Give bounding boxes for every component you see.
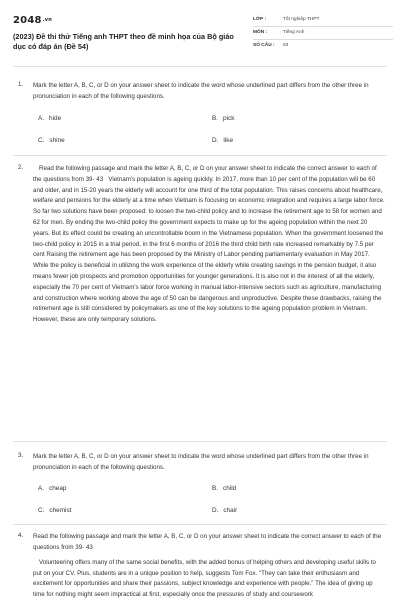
question-number: 3. <box>18 452 24 459</box>
option-letter: A. <box>38 485 45 492</box>
site-logo[interactable] <box>13 15 52 26</box>
document-meta <box>253 14 393 53</box>
option-d[interactable] <box>212 507 237 514</box>
meta-row-count <box>253 40 393 53</box>
meta-row-subject <box>253 27 393 40</box>
option-letter: B. <box>212 115 219 122</box>
option-b[interactable] <box>212 485 236 492</box>
question-text: Mark the letter A, B, C, or D on your answer sheet to indicate the word whose underlined part differs from the other three in pronunciation in each of the following questions. <box>33 453 369 471</box>
meta-value: Tiếng Anh <box>283 30 305 35</box>
document-title: (2023) Đề thi thử Tiếng anh THPT theo đề minh họa của Bộ giáo dục có đáp án (Đề 54) <box>13 32 234 51</box>
reading-passage: Volunteering offers many of the same social benefits, with the added bonus of helping others and developing useful skills to put on your CV. Plus, students are in a unique position to help, suggests Tom Fox. "They can take their enthusiasm and excitement for opportunities and share their passions, subject knowledge and experience with people." The idea of giving up time for nothing might seem impractical at first, especially once the pressures of study and coursework <box>33 559 376 598</box>
option-letter: D. <box>212 137 219 144</box>
option-text: chemist <box>49 507 72 514</box>
option-letter: A. <box>38 115 45 122</box>
meta-value: 53 <box>283 43 289 48</box>
option-letter: C. <box>38 137 45 144</box>
logo-text: 2048 <box>13 15 42 26</box>
question-instruction: Read the following passage and mark the letter A, B, C, or D on your answer sheet to indicate the correct answer to each of the questions from 39- 43 <box>33 165 377 183</box>
option-text: pick <box>223 115 235 122</box>
question-text <box>33 164 385 326</box>
meta-label: MÔN : <box>253 30 268 35</box>
option-text: hide <box>49 115 62 122</box>
option-text: like <box>223 137 233 144</box>
option-d[interactable] <box>212 137 233 144</box>
reading-passage: Vietnam's population is ageing quickly. In 2017, more than 10 per cent of the population will be 60 and older, and in 15-20 years the elderly will account for one third of the total population. This raises concerns about healthcare, welfare and pensions for the elderly at a time when Vietnam is focusing on economic integration and requires a large labor force. So far two solutions have been proposed: to loosen the two-child policy and to increase the retirement age to 58 for women and 62 for men. By ending the two-child policy the government expects to make up for the ageing population within the next 20 years. But its effect could be creating an uncontrollable boom in the Vietnamese population. When the government loosened the two-child policy in 2015 in a trial period, in the first 6 months of 2016 the third child birth rate increased remarkably by 7.5 per cent Raising the retirement age has been proposed by the Ministry of Labor pending parliamentary evaluation in May 2017. While the policy is beneficial in utilizing the work experience of the elderly while creating savings in the pension budget, it also means fewer job prospects and promotion opportunities for younger generations. It is also not in the interest of all the elderly, especially the 70 per cent of Vietnam's labor force working in manual labor-intensive sectors such as agriculture, manufacturing and construction where working above the age of 50 can be dangerous and unproductive. Despite these drawbacks, raising the retirement age is still considered by policymakers as one of the key solutions to the ageing population problem in Vietnam. However, these are only temporary solutions. <box>33 175 385 324</box>
meta-label: LỚP : <box>253 17 267 22</box>
question-text: Read the following passage and mark the letter A, B, C, or D on your answer sheet to indicate the correct answer to each of the questions from 39- 43 <box>33 533 382 551</box>
page-header <box>0 0 400 66</box>
option-a[interactable] <box>38 485 66 492</box>
option-letter: C. <box>38 507 45 514</box>
option-text: chair <box>223 507 238 514</box>
option-letter: D. <box>212 507 219 514</box>
meta-value: Tốt nghiệp THPT <box>283 17 320 22</box>
option-text: cheap <box>49 485 67 492</box>
option-c[interactable] <box>38 137 65 144</box>
question-text: Mark the letter A, B, C, or D on your answer sheet to indicate the word whose underlined part differs from the other three in pronunciation in each of the following questions. <box>33 82 369 100</box>
divider <box>13 441 387 442</box>
option-c[interactable] <box>38 507 71 514</box>
option-letter: B. <box>212 485 219 492</box>
divider <box>13 155 387 156</box>
option-text: shine <box>49 137 65 144</box>
option-a[interactable] <box>38 115 61 122</box>
divider <box>13 524 387 525</box>
meta-row-class <box>253 14 393 27</box>
option-b[interactable] <box>212 115 234 122</box>
question-number: 4. <box>18 532 24 539</box>
divider <box>13 66 387 67</box>
logo-suffix: .vn <box>42 17 52 23</box>
meta-label: SỐ CÂU : <box>253 43 275 48</box>
question-number: 2. <box>18 164 24 171</box>
option-text: child <box>223 485 237 492</box>
question-number: 1. <box>18 81 24 88</box>
